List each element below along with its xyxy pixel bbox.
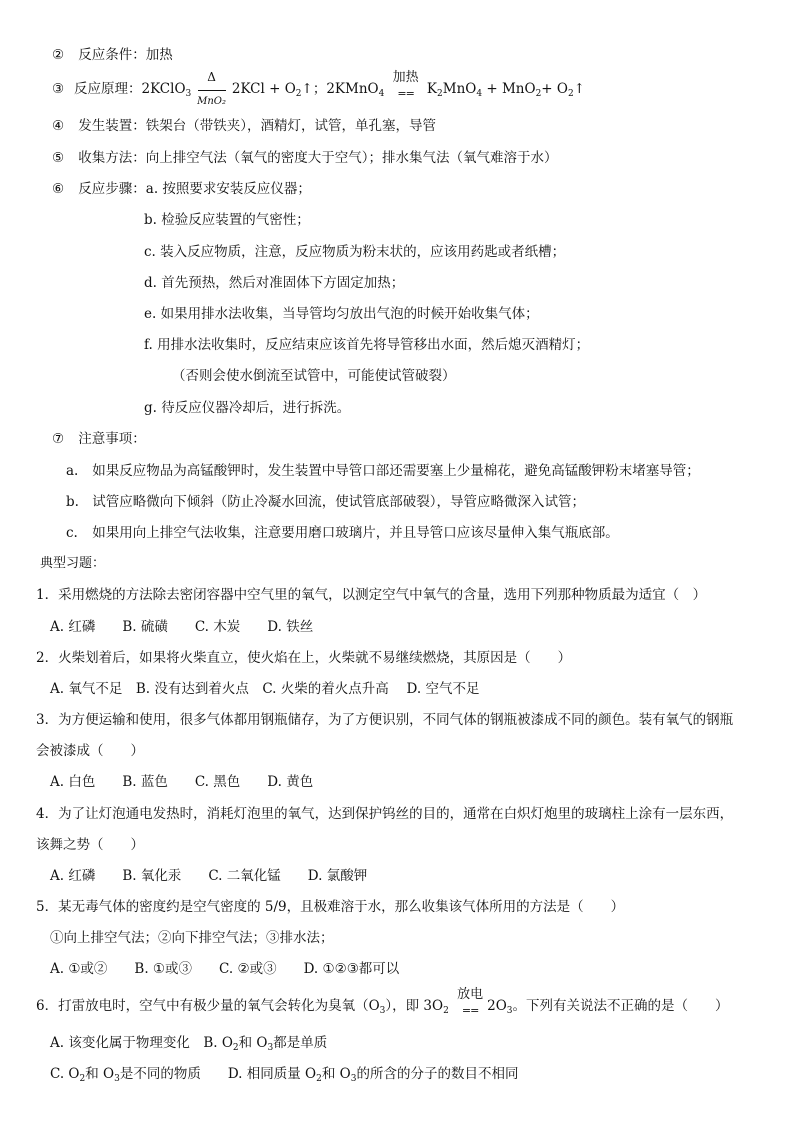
question-5-choices: ①向上排空气法；②向下排空气法；③排水法； — [50, 930, 334, 946]
discharge-label: 放电 — [457, 986, 484, 1002]
option-text: 和 O — [85, 1066, 115, 1082]
stem-text: 。下列有关说法不正确的是（ ） — [512, 998, 729, 1014]
step-d: d. 首先预热，然后对准固体下方固定加热； — [144, 275, 405, 291]
question-3-stem-continued: 会被漆成（ ） — [36, 743, 144, 759]
equals-sign: == — [461, 1003, 479, 1017]
item-text: 发生装置：铁架台（带铁夹），酒精灯，试管，单孔塞，导管 — [78, 118, 437, 134]
step-b: b. 检验反应装置的气密性； — [144, 212, 310, 228]
step-g: g. 待反应仪器冷却后，进行拆洗。 — [144, 400, 351, 416]
note-a — [66, 461, 700, 481]
subscript: 3 — [114, 1074, 120, 1084]
question-1-options: A. 红磷 B. 硫磺 C. 木炭 D. 铁丝 — [50, 619, 314, 635]
item-text: 反应步骤：a. 按照要求安装反应仪器； — [78, 181, 311, 197]
stem-text: 6．打雷放电时，空气中有极少量的氧气会转化为臭氧（O — [36, 998, 380, 1014]
note-text: 如果用向上排空气法收集，注意要用磨口玻璃片，并且导管口应该尽量伸入集气瓶底部。 — [92, 525, 619, 541]
note-letter: a. — [66, 463, 79, 479]
item-number: ② — [52, 47, 65, 63]
arrow-bar — [198, 90, 226, 91]
option-text: C. O — [50, 1066, 80, 1082]
subscript: 2 — [316, 1074, 322, 1084]
item-number: ③ — [52, 81, 65, 97]
question-6-options-ab — [50, 1033, 327, 1058]
step-f: f. 用排水法收集时，反应结束应该首先将导管移出水面，然后熄灭酒精灯； — [144, 337, 590, 353]
note-letter: b. — [66, 494, 79, 510]
item-number: ④ — [52, 118, 65, 134]
option-text: 都是单质 — [273, 1035, 328, 1051]
reaction-arrow-discharge — [453, 986, 487, 1017]
note-letter: c. — [66, 525, 78, 541]
note-text: 如果反应物品为高锰酸钾时，发生装置中导管口部还需要塞上少量棉花，避免高锰酸钾粉末堵塞导管； — [92, 463, 700, 479]
question-1-stem: 1．采用燃烧的方法除去密闭容器中空气里的氧气，以测定空气中氧气的含量，选用下列那种物质最为适宜（ ） — [36, 587, 707, 603]
subscript: 2 — [437, 89, 443, 99]
note-text: 试管应略微向下倾斜（防止冷凝水回流，使试管底部破裂），导管应略微深入试管； — [92, 494, 586, 510]
subscript: 4 — [378, 89, 385, 99]
question-5-stem: 5．某无毒气体的密度约是空气密度的 5/9，且极难溶于水，那么收集该气体所用的方法是（ ） — [36, 899, 625, 915]
step-f-note: （否则会使水倒流至试管中，可能使试管破裂） — [172, 368, 456, 384]
item-text: 注意事项： — [78, 431, 146, 447]
subscript: 3 — [350, 1074, 357, 1084]
subscript: 2 — [232, 1043, 239, 1053]
equation-text: MnO — [442, 81, 477, 97]
subscript: 2 — [567, 89, 574, 99]
equals-sign: == — [397, 86, 414, 100]
question-3-stem: 3．为方便运输和使用，很多气体都用钢瓶储存，为了方便识别，不同气体的钢瓶被漆成不同的颜色。装有氧气的钢瓶 — [36, 712, 734, 728]
step-c: c. 装入反应物质，注意，反应物质为粉末状的，应该用药匙或者纸槽； — [144, 244, 566, 260]
question-4-stem-continued: 该舞之势（ ） — [36, 837, 144, 853]
item-number: ⑦ — [52, 431, 65, 447]
equation-text: K — [422, 81, 438, 97]
option-text: 和 O — [238, 1035, 268, 1051]
item-text: 反应条件：加热 — [78, 47, 173, 63]
note-b — [66, 492, 585, 512]
heat-symbol: Δ — [207, 69, 216, 84]
subscript: 3 — [379, 1006, 386, 1016]
option-text: 的所含的分子的数目不相同 — [356, 1066, 519, 1082]
reaction-arrow-mno2 — [196, 69, 228, 107]
question-6-options-cd — [50, 1064, 518, 1089]
question-5-options: A. ①或② B. ①或③ C. ②或③ D. ①②③都可以 — [50, 961, 400, 977]
subscript: 4 — [476, 89, 483, 99]
item-reaction-steps — [52, 179, 311, 199]
reaction-arrow-heat — [389, 69, 423, 100]
item-collection-method — [52, 148, 558, 168]
stem-text: 2O — [487, 998, 507, 1014]
equation-text: + MnO — [482, 81, 536, 97]
subscript: 2 — [79, 1074, 86, 1084]
stem-text: ），即 3O — [385, 998, 444, 1014]
subscript: 3 — [267, 1043, 274, 1053]
question-2-stem: 2．火柴划着后，如果将火柴直立，使火焰在上，火柴就不易继续燃烧，其原因是（ ） — [36, 650, 572, 666]
option-text: A. 该变化属于物理变化 B. O — [50, 1035, 233, 1051]
option-text: 和 O — [321, 1066, 351, 1082]
exercises-heading: 典型习题： — [40, 556, 106, 571]
subscript: 2 — [295, 89, 302, 99]
question-3-options: A. 白色 B. 蓝色 C. 黑色 D. 黄色 — [50, 774, 314, 790]
equation-text: + O — [541, 81, 568, 97]
step-e: e. 如果用排水法收集，当导管均匀放出气泡的时候开始收集气体； — [144, 306, 539, 322]
item-reaction-conditions — [52, 45, 173, 65]
equation-text: ↑ — [573, 81, 586, 97]
subscript: 3 — [506, 1006, 513, 1016]
option-text: 是不同的物质 D. 相同质量 O — [119, 1066, 317, 1082]
question-4-options: A. 红磷 B. 氧化汞 C. 二氧化锰 D. 氯酸钾 — [50, 868, 368, 884]
equation-text: 反应原理：2KClO — [74, 81, 186, 97]
subscript: 2 — [443, 1006, 449, 1016]
item-number: ⑤ — [52, 150, 65, 166]
catalyst-label: MnO₂ — [197, 95, 226, 107]
question-4-stem: 4．为了让灯泡通电发热时，消耗灯泡里的氧气，达到保护钨丝的目的，通常在白炽灯炮里的玻璃柱上涂有一层东西， — [36, 806, 734, 822]
item-number: ⑥ — [52, 181, 65, 197]
subscript: 2 — [535, 89, 542, 99]
note-c — [66, 523, 619, 543]
subscript: 3 — [185, 89, 192, 99]
item-reaction-principle — [52, 69, 586, 107]
equation-text: ↑；2KMnO — [301, 81, 379, 97]
item-text: 收集方法：向上排空气法（氧气的密度大于空气）；排水集气法（氧气难溶于水） — [78, 150, 558, 166]
item-apparatus — [52, 116, 436, 136]
question-2-options: A. 氧气不足 B. 没有达到着火点 C. 火柴的着火点升高 D. 空气不足 — [50, 681, 480, 697]
question-6-stem — [36, 986, 729, 1021]
item-precautions — [52, 429, 146, 449]
equation-text: 2KCl + O — [227, 81, 296, 97]
heat-label: 加热 — [392, 69, 419, 85]
